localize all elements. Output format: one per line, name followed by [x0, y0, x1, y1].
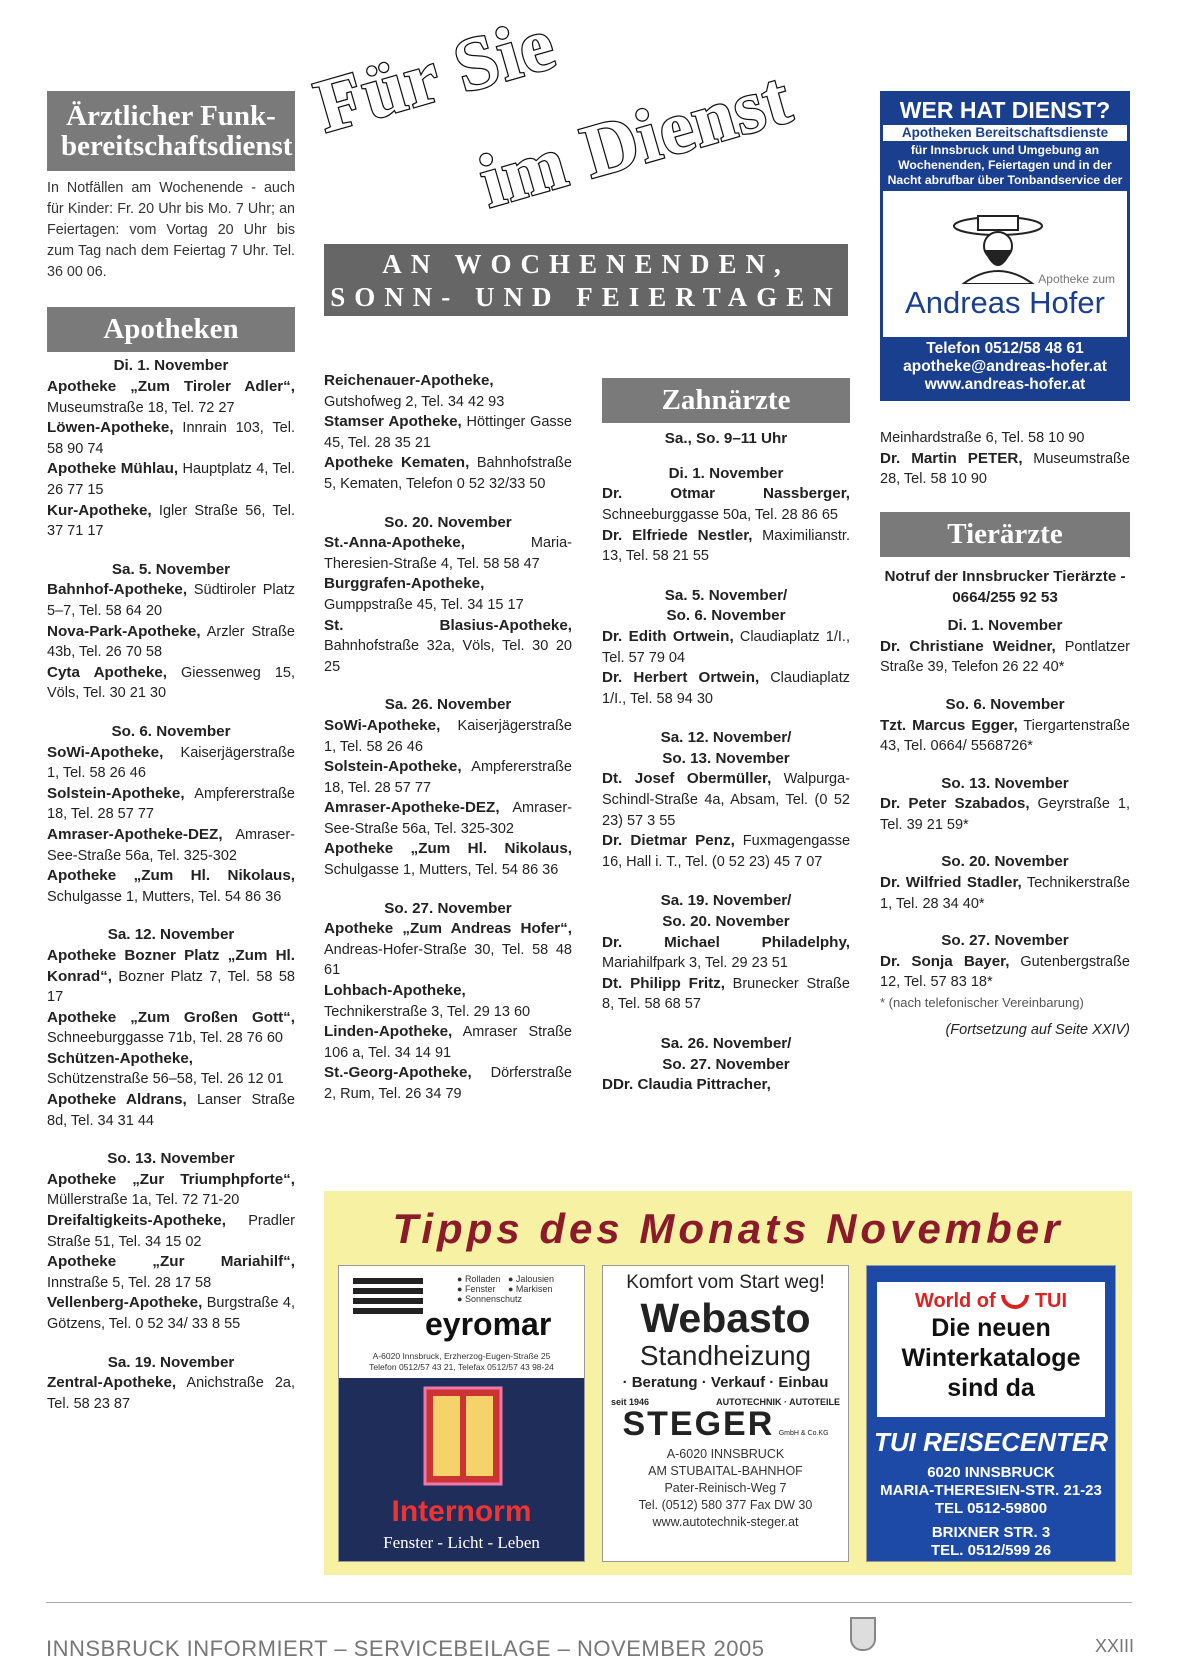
date-heading: So. 27. November: [384, 899, 512, 917]
date-heading: So. 6. November: [666, 607, 786, 625]
eyromar-stripes-icon: [353, 1278, 423, 1314]
entry-name: DDr. Claudia Pittracher,: [602, 1076, 771, 1094]
date-heading: Sa. 12. November/: [660, 729, 792, 747]
date-block: [324, 513, 572, 678]
entry-detail: Technikerstraße 1, Tel. 28 34 40*: [880, 875, 1130, 912]
date-heading: So. 13. November: [941, 774, 1069, 792]
ad-email[interactable]: apotheke@andreas-hofer.at: [903, 358, 1107, 375]
entry-detail: Fuxmagengasse 16, Hall i. T., Tel. (0 52 23) 45 7 07: [602, 833, 851, 870]
list-item: [324, 839, 572, 880]
date-heading: So. 6. November: [945, 695, 1065, 713]
entry-name: Dr. Herbert Ortwein,: [602, 669, 760, 687]
steger-tagline: AUTOTECHNIK · AUTOTEILE: [716, 1397, 840, 1407]
left-column: [47, 91, 295, 1414]
entry-name: Apotheke „Zum Tiroler Adler“,: [47, 378, 295, 396]
date-block: [880, 931, 1130, 993]
entry-name: Apotheke Kematen,: [324, 454, 470, 472]
dentist-column: [602, 378, 850, 1096]
list-item: [47, 1170, 295, 1211]
andreas-hofer-portrait-icon: [943, 214, 1053, 284]
innsbruck-crest-icon: [850, 1617, 876, 1651]
entry-name: Dr. Otmar Nassberger,: [602, 485, 850, 503]
dentist-continuation: Meinhardstraße 6, Tel. 58 10 90: [880, 430, 1085, 446]
list-item: [47, 663, 295, 704]
entry-detail: Kaiserjägerstraße 1, Tel. 58 26 46: [324, 717, 572, 755]
tipps-des-monats: [324, 1191, 1132, 1575]
tagline-2: SONN- UND FEIERTAGEN: [330, 282, 842, 312]
list-item: [47, 459, 295, 500]
date-block: [324, 695, 572, 880]
tui-line1: Die neuen: [931, 1314, 1051, 1342]
entry-name: Dreifaltigkeits-Apotheke,: [47, 1212, 226, 1230]
steger-gmbh: GmbH & Co.KG: [778, 1430, 829, 1437]
entry-name: Nova-Park-Apotheke,: [47, 622, 201, 640]
list-item: [47, 743, 295, 784]
entry-detail: Claudiaplatz 1/I., Tel. 58 94 30: [602, 670, 850, 707]
andreas-hofer-ad: [880, 91, 1130, 401]
tipps-title: Tipps des Monats November: [392, 1205, 1064, 1252]
date-block: [324, 371, 572, 495]
date-block: [880, 695, 1130, 757]
list-item: [47, 377, 295, 418]
date-block: [602, 1034, 850, 1096]
date-block: [602, 586, 850, 710]
entry-detail: Schneeburggasse 50a, Tel. 28 86 65: [602, 506, 838, 523]
list-item: [47, 825, 295, 866]
date-heading: So. 20. November: [384, 513, 512, 531]
tui-catalog-panel: [877, 1282, 1105, 1417]
entry-name: Apotheke „Zur Triumphpforte“,: [47, 1170, 295, 1188]
page-title: [306, 1, 848, 264]
entry-detail: Amraser-See-Straße 56a, Tel. 325-302: [47, 826, 295, 864]
date-heading: So. 6. November: [111, 722, 231, 740]
entry-detail: Anichstraße 2a, Tel. 58 23 87: [47, 1375, 295, 1412]
date-heading: So. 13. November: [662, 749, 790, 767]
date-block: [324, 899, 572, 1105]
date-block: [602, 891, 850, 1015]
entry-detail: Innstraße 5, Tel. 28 17 58: [47, 1274, 212, 1291]
webasto-logo: Webasto: [640, 1295, 811, 1341]
entry-detail: Hauptplatz 4, Tel. 26 77 15: [47, 461, 295, 499]
date-heading: Sa. 26. November: [384, 696, 512, 714]
entry-detail: Schulgasse 1, Mutters, Tel. 54 86 36: [324, 862, 559, 879]
entry-name: Apotheke Aldrans,: [47, 1091, 187, 1109]
entry-detail: Dörferstraße 2, Rum, Tel. 26 34 79: [324, 1065, 572, 1102]
list-item: [602, 526, 850, 567]
tui-addr3: TEL 0512-59800: [934, 1500, 1048, 1517]
entry-detail: Pontlatzer Straße 39, Telefon 26 22 40*: [880, 638, 1130, 676]
entry-detail: Tiergartenstraße 43, Tel. 0664/ 5568726*: [880, 717, 1130, 755]
entry-name: Cyta Apotheke,: [47, 663, 167, 681]
list-item: [602, 484, 850, 525]
entry-name: Dr. Dietmar Penz,: [602, 832, 735, 850]
entry-detail: Pradler Straße 51, Tel. 34 15 02: [47, 1213, 295, 1250]
steger-addr2: AM STUBAITAL-BAHNHOF: [648, 1464, 803, 1478]
vet-emergency: Notruf der Innsbrucker Tierärzte - 0664/255 92 53: [884, 567, 1126, 606]
date-heading: Sa. 19. November/: [660, 892, 792, 910]
entry-name: Stamser Apotheke,: [324, 413, 462, 431]
entry-name: Apotheke „Zum Hl. Nikolaus,: [47, 867, 295, 885]
entry-detail: Schneeburggasse 71b, Tel. 28 76 60: [47, 1030, 283, 1047]
entry-name: Dr. Peter Szabados,: [880, 795, 1030, 813]
entry-detail: Ampfererstraße 18, Tel. 28 57 77: [47, 785, 295, 823]
list-item: [880, 952, 1130, 993]
internorm-panel: [339, 1378, 584, 1561]
entry-detail: Walpurga-Schindl-Straße 4a, Absam, Tel. (0 52 23) 57 3 55: [602, 771, 850, 829]
internorm-brand: Internorm: [391, 1495, 532, 1528]
tui-addr5: TEL. 0512/599 26: [930, 1542, 1052, 1559]
continuation-note: (Fortsetzung auf Seite XXIV): [945, 1021, 1130, 1038]
steger-since: seit 1946: [611, 1397, 650, 1407]
entry-detail: Geyrstraße 1, Tel. 39 21 59*: [880, 796, 1130, 833]
entry-detail: Schützenstraße 56–58, Tel. 26 12 01: [47, 1071, 284, 1088]
entry-name: Dr. Edith Ortwein,: [602, 627, 734, 645]
funk-text: In Notfällen am Wochenende - auch für Kinder: Fr. 20 Uhr bis Mo. 7 Uhr; an Feiertagen: vom Vortag 20 Uhr bis zum Tag nach dem Feiertag 7 Uhr. Tel. 36 00 06.: [47, 180, 295, 281]
entry-detail: Giessenweg 15, Völs, Tel. 30 21 30: [47, 664, 295, 702]
list-item: [880, 716, 1130, 757]
entry-detail: Technikerstraße 3, Tel. 29 13 60: [324, 1003, 531, 1020]
webasto-line1: Komfort vom Start weg!: [626, 1272, 825, 1293]
list-item: [324, 616, 572, 678]
tui-logo: TUI: [1034, 1290, 1068, 1312]
steger-addr1: A-6020 INNSBRUCK: [666, 1447, 785, 1461]
date-heading: Sa. 12. November: [107, 926, 235, 944]
list-item: [324, 919, 572, 981]
entry-name: St.-Anna-Apotheke,: [324, 534, 465, 552]
tui-smile-icon: [1001, 1295, 1029, 1309]
entry-detail: Bahnhofstraße 32a, Völs, Tel. 30 20 25: [324, 638, 572, 675]
entry-name: Apotheke Bozner Platz „Zum Hl. Konrad“,: [47, 946, 295, 985]
entry-name: Dr. Wilfried Stadler,: [880, 874, 1022, 892]
date-heading: Sa. 5. November/: [664, 586, 788, 604]
date-heading: So. 20. November: [941, 853, 1069, 871]
ad-headline: WER HAT DIENST?: [883, 94, 1127, 125]
entry-detail: Maximilianstr. 13, Tel. 58 21 55: [602, 527, 850, 565]
entry-detail: Innrain 103, Tel. 58 90 74: [47, 420, 295, 457]
date-heading: So. 20. November: [662, 913, 790, 931]
list-item: [47, 1049, 295, 1090]
list-item: [324, 371, 572, 412]
title-tagline: [324, 244, 848, 316]
entry-detail: Amraser-See-Straße 56a, Tel. 325-302: [324, 800, 572, 837]
steger-tel: Tel. (0512) 580 377 Fax DW 30: [638, 1498, 813, 1512]
list-item: [47, 622, 295, 663]
tui-ad: [866, 1265, 1116, 1562]
date-block: [47, 1353, 295, 1415]
ad-sub: Apotheken Bereitschaftsdienste: [901, 125, 1109, 140]
title-line-1: Für Sie: [306, 1, 565, 150]
entry-name: Dr. Michael Philadelphy,: [602, 933, 850, 951]
ad-contact: [883, 337, 1127, 398]
entry-name: Solstein-Apotheke,: [47, 784, 185, 802]
entry-name: Reichenauer-Apotheke,: [324, 372, 494, 389]
list-item: [602, 831, 850, 872]
entry-detail: Bozner Platz 7, Tel. 58 58 17: [47, 968, 295, 1006]
entry-name: Amraser-Apotheke-DEZ,: [324, 799, 500, 817]
apotheken-header: Apotheken: [47, 307, 295, 352]
tui-center: TUI REISECENTER: [873, 1427, 1109, 1457]
entry-name: Apotheke „Zum Hl. Nikolaus,: [324, 840, 572, 858]
ad-phone: Telefon 0512/58 48 61: [926, 340, 1084, 357]
vet-footnote: * (nach telefonischer Vereinbarung): [880, 995, 1084, 1011]
dentist-hours: Sa., So. 9–11 Uhr: [664, 430, 788, 448]
ad-web[interactable]: www.andreas-hofer.at: [924, 376, 1086, 393]
list-item: [47, 1373, 295, 1414]
list-item: [324, 412, 572, 453]
webasto-ad: [602, 1265, 849, 1562]
entry-name: Solstein-Apotheke,: [324, 758, 462, 776]
date-block: [47, 356, 295, 541]
footer-divider: [46, 1602, 1132, 1603]
dentist-list: [602, 464, 850, 1096]
list-item: [47, 1293, 295, 1334]
eyromar-phone: Telefon 0512/57 43 21, Telefax 0512/57 43 98-24: [369, 1362, 554, 1372]
entry-detail: Andreas-Hofer-Straße 30, Tel. 58 48 61: [324, 941, 572, 979]
middle-pharmacy-list: [324, 371, 572, 1105]
date-block: [602, 464, 850, 567]
left-pharmacy-list: [47, 356, 295, 1414]
date-heading: Di. 1. November: [113, 357, 229, 375]
date-block: [47, 560, 295, 704]
dentist-peter: Dr. Martin PETER, Museumstraße 28, Tel. 58 10 90: [880, 449, 1130, 488]
entry-detail: Maria-Theresien-Straße 4, Tel. 58 58 47: [324, 535, 572, 572]
eyromar-logo: eyromar: [425, 1306, 552, 1342]
date-block: [47, 925, 295, 1131]
entry-detail: Müllerstraße 1a, Tel. 72 71-20: [47, 1192, 240, 1209]
list-item: [47, 580, 295, 621]
date-heading: So. 27. November: [662, 1055, 790, 1073]
date-block: [880, 852, 1130, 914]
ad-desc: für Innsbruck und Umgebung an Wochenenden, Feiertagen und in der Nacht abrufbar über Tonbandservice der: [883, 141, 1127, 191]
list-item: [324, 1063, 572, 1104]
list-item: [47, 418, 295, 459]
list-item: [47, 1252, 295, 1293]
entry-name: Apotheke „Zur Mariahilf“,: [47, 1253, 295, 1271]
tagline-1: AN WOCHENENDEN,: [382, 249, 790, 279]
entry-detail: Schulgasse 1, Mutters, Tel. 54 86 36: [47, 888, 282, 905]
internorm-slogan: Fenster - Licht - Leben: [383, 1533, 540, 1552]
entry-detail: Ampfererstraße 18, Tel. 28 57 77: [324, 759, 572, 796]
date-block: [602, 728, 850, 872]
entry-name: Schützen-Apotheke,: [47, 1049, 193, 1067]
eyromar-address: A-6020 Innsbruck, Erzherzog-Eugen-Straße 25: [372, 1351, 551, 1361]
list-item: [47, 1211, 295, 1252]
entry-detail: Gumppstraße 45, Tel. 34 15 17: [324, 596, 524, 613]
list-item: [880, 873, 1130, 914]
entry-name: SoWi-Apotheke,: [324, 716, 441, 734]
list-item: [47, 784, 295, 825]
funk-header: Ärztlicher Funk-bereitschaftsdienst: [47, 91, 295, 171]
list-item: [880, 637, 1130, 678]
list-item: [602, 974, 850, 1015]
date-heading: So. 27. November: [941, 932, 1069, 950]
entry-name: Dt. Philipp Fritz,: [602, 974, 725, 992]
entry-detail: Bahnhofstraße 5, Kematen, Telefon 0 52 32/33 50: [324, 455, 572, 492]
list-item: [47, 866, 295, 907]
entry-detail: Claudiaplatz 1/I., Tel. 57 79 04: [602, 628, 850, 666]
list-item: [47, 501, 295, 542]
footer-text: INNSBRUCK INFORMIERT – SERVICEBEILAGE – NOVEMBER 2005: [46, 1636, 765, 1661]
list-item: [324, 716, 572, 757]
middle-column: [324, 371, 572, 1105]
list-item: [324, 574, 572, 615]
entry-name: Dt. Josef Obermüller,: [602, 770, 772, 788]
tui-line2: Winterkataloge: [901, 1344, 1081, 1372]
window-icon: [423, 1386, 503, 1486]
entry-name: Dr. Elfriede Nestler,: [602, 526, 753, 544]
steger-addr3: Pater-Reinisch-Weg 7: [664, 1481, 787, 1495]
list-item: [324, 757, 572, 798]
date-block: [880, 774, 1130, 836]
ad-small: Apotheke zum: [1038, 272, 1115, 286]
entry-name: SoWi-Apotheke,: [47, 743, 164, 761]
entry-name: Tzt. Marcus Egger,: [880, 716, 1018, 734]
date-block: [47, 722, 295, 907]
list-item: [602, 769, 850, 831]
webasto-product: Standheizung: [639, 1340, 812, 1371]
entry-name: Lohbach-Apotheke,: [324, 982, 466, 1000]
entry-detail: Burgstraße 4, Götzens, Tel. 0 52 34/ 33 8 55: [47, 1295, 295, 1332]
entry-name: Kur-Apotheke,: [47, 501, 152, 519]
entry-name: St. Blasius-Apotheke,: [324, 616, 572, 634]
entry-detail: Gutshofweg 2, Tel. 34 42 93: [324, 393, 505, 410]
tieraerzte-header: Tierärzte: [880, 512, 1130, 557]
entry-detail: Amraser Straße 106 a, Tel. 34 14 91: [324, 1024, 572, 1061]
list-item: [324, 798, 572, 839]
entry-detail: Kaiserjägerstraße 1, Tel. 58 26 46: [47, 744, 295, 782]
entry-name: Zentral-Apotheke,: [47, 1374, 177, 1392]
list-item: [602, 1075, 850, 1096]
entry-detail: Höttinger Gasse 45, Tel. 28 35 21: [324, 414, 572, 451]
entry-name: Apotheke Mühlau,: [47, 460, 179, 478]
entry-detail: Gutenbergstraße 12, Tel. 57 83 18*: [880, 953, 1130, 991]
list-item: [324, 981, 572, 1022]
list-item: [602, 933, 850, 974]
entry-detail: Museumstraße 18, Tel. 72 27: [47, 399, 235, 416]
steger-logo: STEGER: [622, 1405, 775, 1443]
eyromar-bullets: ● Rolladen ● Jalousien ● Fenster ● Markisen ● Sonnenschutz: [457, 1274, 554, 1304]
zahnaerzte-header: Zahnärzte: [602, 378, 850, 423]
tui-addr4: BRIXNER STR. 3: [931, 1524, 1051, 1541]
right-column: [880, 428, 1130, 1040]
entry-name: Löwen-Apotheke,: [47, 419, 174, 437]
date-heading: So. 13. November: [107, 1150, 235, 1168]
entry-detail: Igler Straße 56, Tel. 37 71 17: [47, 502, 295, 540]
page-number: XXIII: [1094, 1636, 1134, 1656]
list-item: [47, 1008, 295, 1049]
date-heading: Sa. 19. November: [107, 1353, 235, 1371]
entry-name: St.-Georg-Apotheke,: [324, 1064, 472, 1082]
entry-name: Vellenberg-Apotheke,: [47, 1294, 203, 1312]
date-heading: Sa. 26. November/: [660, 1035, 792, 1052]
entry-name: Dr. Christiane Weidner,: [880, 637, 1056, 655]
webasto-services: · Beratung · Verkauf · Einbau: [622, 1374, 829, 1391]
date-heading: Di. 1. November: [668, 464, 784, 482]
list-item: [324, 1022, 572, 1063]
list-item: [880, 794, 1130, 835]
date-heading: Sa. 5. November: [111, 560, 231, 578]
vet-list: [880, 616, 1130, 993]
tui-line3: sind da: [947, 1374, 1035, 1402]
entry-name: Bahnhof-Apotheke,: [47, 581, 188, 599]
list-item: [47, 946, 295, 1008]
entry-name: Apotheke „Zum Andreas Hofer“,: [324, 920, 572, 938]
tui-addr1: 6020 INNSBRUCK: [927, 1464, 1055, 1481]
entry-detail: Mariahilfpark 3, Tel. 29 23 51: [602, 955, 788, 972]
list-item: [602, 668, 850, 709]
title-line-2: im Dienst: [470, 55, 801, 225]
list-item: [602, 627, 850, 668]
eyromar-ad: [338, 1265, 585, 1562]
list-item: [47, 1090, 295, 1131]
entry-detail: Arzler Straße 43b, Tel. 26 70 58: [47, 623, 295, 661]
entry-name: Burggrafen-Apotheke,: [324, 575, 485, 593]
entry-detail: Lanser Straße 8d, Tel. 34 31 44: [47, 1092, 295, 1129]
entry-detail: Brunecker Straße 8, Tel. 58 68 57: [602, 975, 850, 1013]
date-block: [47, 1149, 295, 1334]
tui-world-of: World of: [914, 1290, 996, 1312]
steger-web[interactable]: www.autotechnik-steger.at: [652, 1515, 799, 1529]
entry-name: Dr. Sonja Bayer,: [880, 952, 1010, 970]
list-item: [324, 533, 572, 574]
tui-addr2: MARIA-THERESIEN-STR. 21-23: [880, 1482, 1102, 1499]
date-block: [880, 616, 1130, 678]
entry-detail: Südtiroler Platz 5–7, Tel. 58 64 20: [47, 582, 295, 619]
ad-brand: Andreas Hofer: [905, 285, 1105, 320]
entry-name: Amraser-Apotheke-DEZ,: [47, 825, 223, 843]
entry-name: Apotheke „Zum Großen Gott“,: [47, 1008, 295, 1026]
list-item: [324, 453, 572, 494]
date-heading: Di. 1. November: [947, 617, 1063, 635]
entry-name: Linden-Apotheke,: [324, 1023, 453, 1041]
